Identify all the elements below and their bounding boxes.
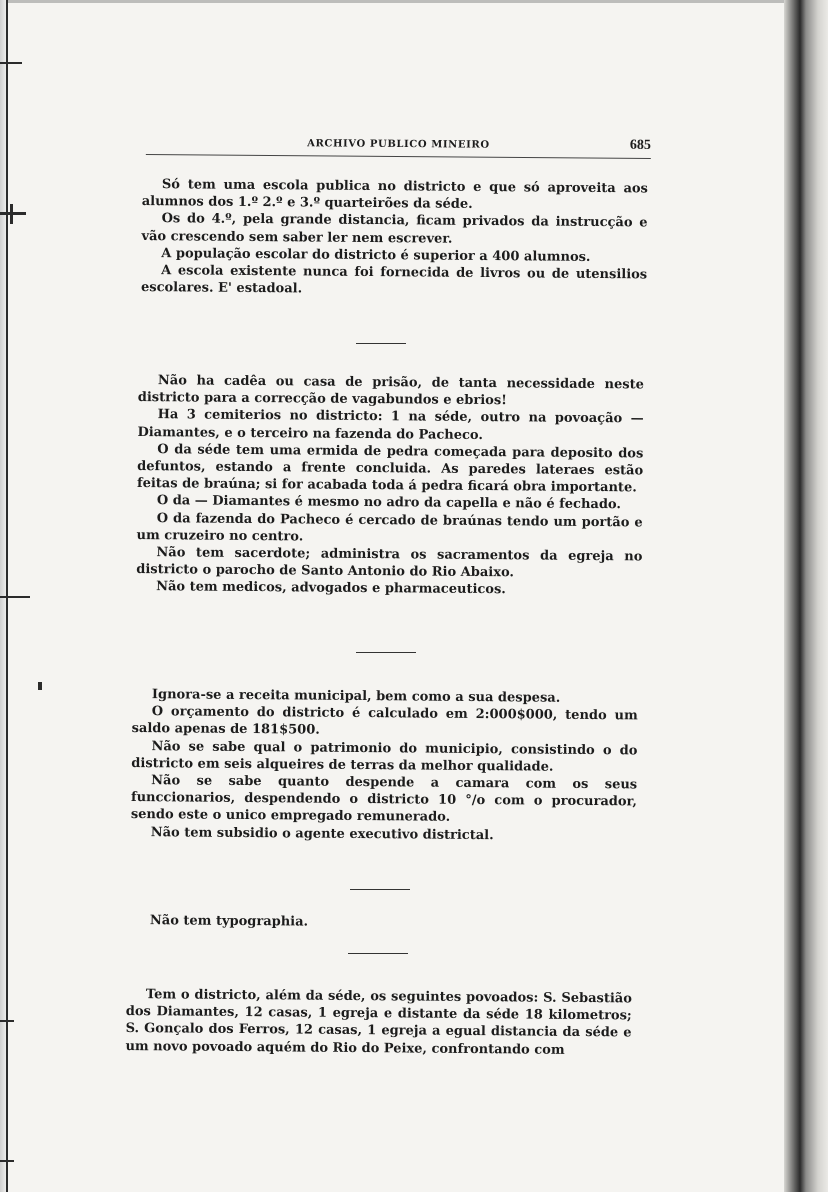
section-municipal-finance	[131, 686, 638, 845]
section-divider	[356, 343, 406, 344]
margin-mark	[10, 204, 13, 224]
page-header	[146, 134, 651, 159]
paragraph: O da — Diamantes é mesmo no adro da capella e não é fechado.	[156, 493, 621, 513]
page-number: 685	[629, 137, 651, 153]
paragraph: Ignora-se a receita municipal, bem como a sua despesa.	[151, 687, 561, 706]
margin-mark	[0, 1160, 14, 1162]
margin-mark	[0, 1020, 14, 1022]
paragraph: Não se sabe qual o patrimonio do municipio, consistindo o do districto em seis alqueires de terras da melhor qualidade.	[131, 738, 638, 775]
paragraph: Não tem sacerdote; administra os sacramentos da egreja no districto o parocho de Santo Antonio do Rio Abaixo.	[136, 545, 643, 581]
paragraph: Não tem subsidio o agente executivo districtal.	[150, 824, 494, 843]
margin-mark	[0, 62, 22, 64]
paragraph: Ha 3 cemiterios no districto: 1 na séde, outro na povoação — Diamantes, e o terceiro na fazenda do Pacheco.	[137, 407, 644, 443]
paragraph: Não tem medicos, advogados e pharmaceuticos.	[156, 579, 506, 598]
section-school	[141, 176, 648, 301]
paragraph: Os do 4.º, pela grande distancia, ficam privados da instrucção e vão crescendo sem saber ler nem escrever.	[141, 211, 648, 247]
paragraph: Não se sabe quanto despende a camara com os seus funccionarios, despendendo o districto 10 °/o com o procurador, sendo este o unico empregado remunerado.	[130, 773, 638, 826]
paragraph: A escola existente nunca foi fornecida de livros ou de utensilios escolares. E' estadoal.	[140, 263, 648, 297]
margin-mark	[0, 596, 30, 598]
section-typography	[130, 912, 636, 934]
section-prison-cemeteries	[136, 372, 644, 600]
section-divider	[356, 652, 416, 653]
paragraph: O orçamento do districto é calculado em 2:000$000, tendo um saldo apenas de 181$500.	[131, 704, 638, 739]
paragraph: A população escolar do districto é superior a 400 alumnos.	[161, 245, 591, 265]
book-gutter-shadow	[784, 0, 828, 1192]
page-top-edge	[0, 0, 790, 3]
paragraph: O da fazenda do Pacheco é cercado de braúnas tendo um portão e um cruzeiro no centro.	[136, 510, 643, 545]
running-title: ARCHIVO PUBLICO MINEIRO	[307, 138, 490, 151]
paragraph: Não ha cadêa ou casa de prisão, de tanta necessidade neste districto para a correcção de vagabundos e ebrios!	[137, 373, 644, 409]
section-divider	[348, 953, 408, 954]
section-settlements	[125, 986, 632, 1059]
paragraph: Só tem uma escola publica no districto e que só aproveita aos alumnos dos 1.º 2.º e 3.º quarteirões da séde.	[141, 177, 648, 213]
paragraph: Tem o districto, além da séde, os seguintes povoados: S. Sebastião dos Diamantes, 12 casas, 1 egreja e distante da séde 18 kilometros; S. Gonçalo dos Ferros, 12 casas, 1 egreja a egual distancia da séde e um novo povoado aquém do Rio do Peixe, confrontando com	[125, 987, 632, 1058]
margin-mark	[0, 212, 26, 215]
section-divider	[350, 889, 410, 890]
margin-mark	[38, 682, 42, 690]
paragraph: O da séde tem uma ermida de pedra começada para deposito dos defuntos, estando a frente concluida. As paredes lateraes estão feitas de braúna; si for acabada toda á pedra ficará obra importante.	[136, 441, 644, 496]
paragraph: Não tem typographia.	[149, 913, 309, 930]
